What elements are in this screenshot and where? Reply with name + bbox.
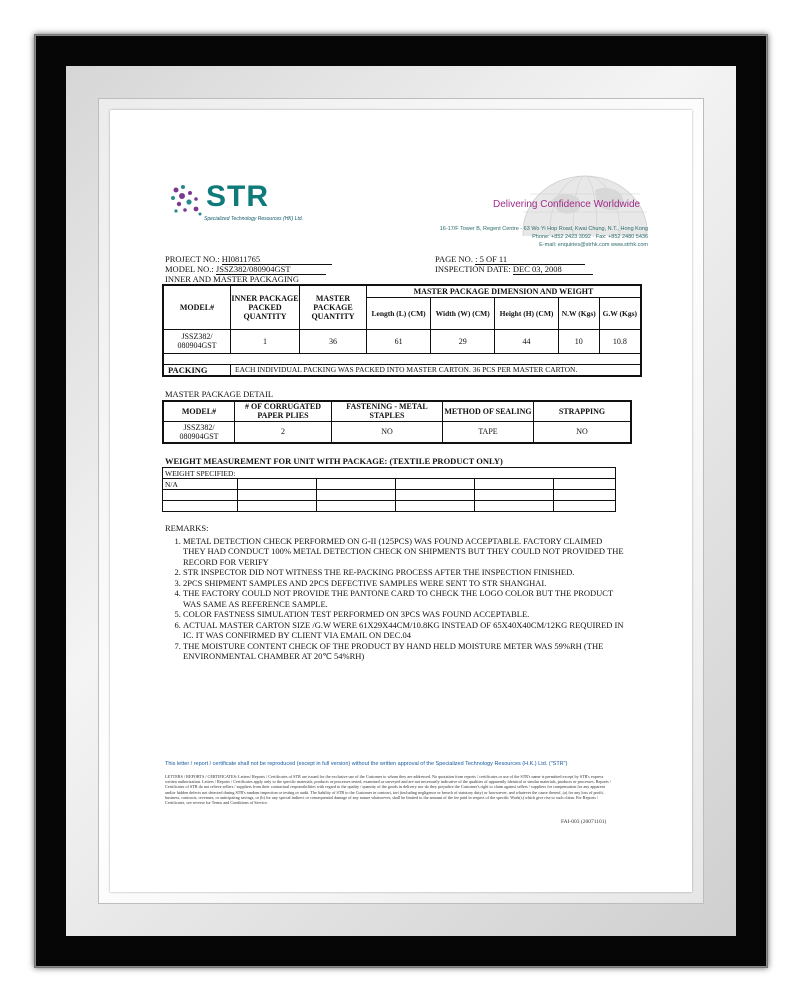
- weight-cell: [317, 479, 396, 490]
- weight-cell: [238, 479, 317, 490]
- cell-master: 36: [300, 329, 367, 353]
- cell-sealing: TAPE: [443, 421, 534, 443]
- th-plies: # OF CORRUGATED PAPER PLIES: [235, 401, 332, 421]
- logo-dots-icon: [170, 184, 204, 218]
- remarks-list: [165, 536, 625, 662]
- section-title-packaging: INNER AND MASTER PACKAGING: [165, 274, 300, 284]
- table-row: [163, 421, 631, 443]
- weight-cell: [163, 501, 238, 512]
- weight-cell: [396, 490, 475, 501]
- cell-fastening: NO: [332, 421, 443, 443]
- weight-cell: [317, 490, 396, 501]
- weight-value: N/A: [163, 479, 238, 490]
- phone-line: Phone: +852 2423 3092 · Fax: +852 2480 5436: [532, 234, 648, 240]
- model-label: MODEL NO.:: [165, 264, 214, 274]
- company-address: [440, 225, 648, 249]
- weight-cell: [475, 479, 554, 490]
- cell-inner: 1: [231, 329, 300, 353]
- cell-height: 44: [495, 329, 559, 353]
- remark-item: 5. COLOR FASTNESS SIMULATION TEST PERFORMED ON 3PCS WAS FOUND ACCEPTABLE.: [183, 609, 625, 620]
- spacer-row: [163, 353, 641, 364]
- packaging-table: [162, 284, 642, 377]
- weight-cell: [554, 490, 616, 501]
- remarks: [165, 523, 625, 662]
- packing-row: [163, 364, 641, 376]
- table-row: [163, 329, 641, 353]
- th-height: Height (H) (CM): [495, 297, 559, 329]
- cell-gw: 10.8: [599, 329, 641, 353]
- terms-fine-print: LETTERS / REPORTS / CERTIFICATES: Letters/ Reports / Certificates of STR are issued for the exclusive use of the Customer to whom they are addressed. No quotation from reports / certificates or use of the STR's name is permitted except by STR's express written authorization. Letters / Reports / Certificates apply only to the specific materials, products or processes tested, examined or surveyed and are not necessarily indicative of the qualities of apparently identical or similar materials, products or processes. Reports / Certificates of STR do not relieve sellers / suppliers from their contractual responsibilities with regard to the quality / quantity of the goods in delivery nor do they prejudice the Customer's right to claim against sellers / suppliers for compensation for any apparent and/or hidden defects not detected during STR's random inspection or testing or audit. The liability of STR to the Customer in contract, tort (including negligence or breach of statutory duty) or howsoever, and whatever the cause thereof, (a) for any loss of profit, business, contracts, revenues, or anticipating savings, or (b) for any special indirect or consequential damage of any nature whatsoever, shall be limited to the amount of the fee paid in respect of the specific Work(s) which give rise to such claim. For Reports / Certificates, see reverse for Terms and Conditions of Service.: [165, 774, 611, 806]
- th-fastening: FASTENING - METAL STAPLES: [332, 401, 443, 421]
- weight-cell: [238, 490, 317, 501]
- email-line: E-mail: enquiries@strhk.com www.strhk.com: [539, 242, 648, 248]
- remark-item: 6. ACTUAL MASTER CARTON SIZE /G.W WERE 61X29X44CM/10.8KG INSTEAD OF 65X40X40CM/12KG REQUIRED IN IC. IT WAS CONFIRMED BY CLIENT VIA EMAIL ON DEC.04: [183, 620, 625, 641]
- section-title-weight: WEIGHT MEASUREMENT FOR UNIT WITH PACKAGE: (TEXTILE PRODUCT ONLY): [165, 456, 503, 466]
- cell-nw: 10: [558, 329, 599, 353]
- model-value: JSSZ382/080904GST: [216, 264, 326, 275]
- weight-cell: [163, 490, 238, 501]
- weight-cell: [475, 490, 554, 501]
- weight-cell: [554, 479, 616, 490]
- remark-item: 7. THE MOISTURE CONTENT CHECK OF THE PRODUCT BY HAND HELD MOISTURE METER WAS 59%RH (THE ENVIRONMENTAL CHAMBER AT 20℃ 54%RH): [183, 641, 625, 662]
- cell-model: JSSZ382/ 080904GST: [163, 421, 235, 443]
- cell-plies: 2: [235, 421, 332, 443]
- cell-width: 29: [431, 329, 495, 353]
- address-line: 16-17/F Tower B, Regent Centre - 63 Wo Yi Hop Road, Kwai Chung, N.T., Hong Kong: [439, 226, 648, 232]
- form-id: FAI-003 (20071101): [561, 819, 607, 825]
- remark-item: 2. STR INSPECTOR DID NOT WITNESS THE RE-PACKING PROCESS AFTER THE INSPECTION FINISHED.: [183, 567, 625, 578]
- th-length: Length (L) (CM): [367, 297, 431, 329]
- project-value: HI0811765: [222, 254, 332, 265]
- inspection-date: [435, 264, 593, 275]
- section-title-detail: MASTER PACKAGE DETAIL: [165, 389, 274, 399]
- remark-item: 1. METAL DETECTION CHECK PERFORMED ON G-II (125PCS) WAS FOUND ACCEPTABLE. FACTORY CLAIMED THEY HAD CONDUCT 100% METAL DETECTION CHECK ON SHIPMENTS BUT THEY COULD NOT PROVIDED THE RECORD FOR VERIFY: [183, 536, 625, 568]
- weight-table: [162, 467, 616, 512]
- th-nw: N.W (Kgs): [558, 297, 599, 329]
- th-width: Width (W) (CM): [431, 297, 495, 329]
- weight-cell: [396, 501, 475, 512]
- packing-text: EACH INDIVIDUAL PACKING WAS PACKED INTO MASTER CARTON. 36 PCS PER MASTER CARTON.: [231, 364, 642, 376]
- cell-strapping: NO: [534, 421, 632, 443]
- remarks-title: REMARKS:: [165, 523, 209, 533]
- weight-cell: [396, 479, 475, 490]
- weight-cell: [554, 501, 616, 512]
- weight-cell: [317, 501, 396, 512]
- master-package-detail-table: [162, 400, 632, 444]
- tagline: Delivering Confidence Worldwide: [493, 199, 641, 210]
- cell-length: 61: [367, 329, 431, 353]
- packing-label: PACKING: [163, 364, 231, 376]
- th-model: MODEL#: [163, 401, 235, 421]
- date-value: DEC 03, 2008: [513, 264, 593, 275]
- logo-wordmark: STR: [206, 180, 269, 213]
- weight-cell: [475, 501, 554, 512]
- th-dimension-group: MASTER PACKAGE DIMENSION AND WEIGHT: [367, 285, 642, 297]
- cell-model: JSSZ382/ 080904GST: [163, 329, 231, 353]
- th-sealing: METHOD OF SEALING: [443, 401, 534, 421]
- weight-specified-label: WEIGHT SPECIFIED:: [163, 468, 616, 479]
- remark-item: 3. 2PCS SHIPMENT SAMPLES AND 2PCS DEFECTIVE SAMPLES WERE SENT TO STR SHANGHAI.: [183, 578, 625, 589]
- th-gw: G.W (Kgs): [599, 297, 641, 329]
- th-strapping: STRAPPING: [534, 401, 632, 421]
- date-label: INSPECTION DATE:: [435, 264, 511, 274]
- page-value: : 5 OF 11: [475, 254, 585, 265]
- page-label: PAGE NO.: [435, 254, 473, 264]
- project-label: PROJECT NO.:: [165, 254, 220, 264]
- logo-subtitle: Specialized Technology Resources (HK) Ltd.: [204, 216, 304, 222]
- th-master-qty: MASTER PACKAGE QUANTITY: [300, 285, 367, 329]
- weight-cell: [238, 501, 317, 512]
- th-inner-qty: INNER PACKAGE PACKED QUANTITY: [231, 285, 300, 329]
- remark-item: 4. THE FACTORY COULD NOT PROVIDE THE PANTONE CARD TO CHECK THE LOGO COLOR BUT THE PRODUCT WAS SAME AS REFERENCE SAMPLE.: [183, 588, 625, 609]
- th-model: MODEL#: [163, 285, 231, 329]
- reproduction-notice: This letter / report / certificate shall not be reproduced (except in full version) without the written approval of the Specialized Technology Resources (H.K.) Ltd. ("STR"): [165, 761, 568, 767]
